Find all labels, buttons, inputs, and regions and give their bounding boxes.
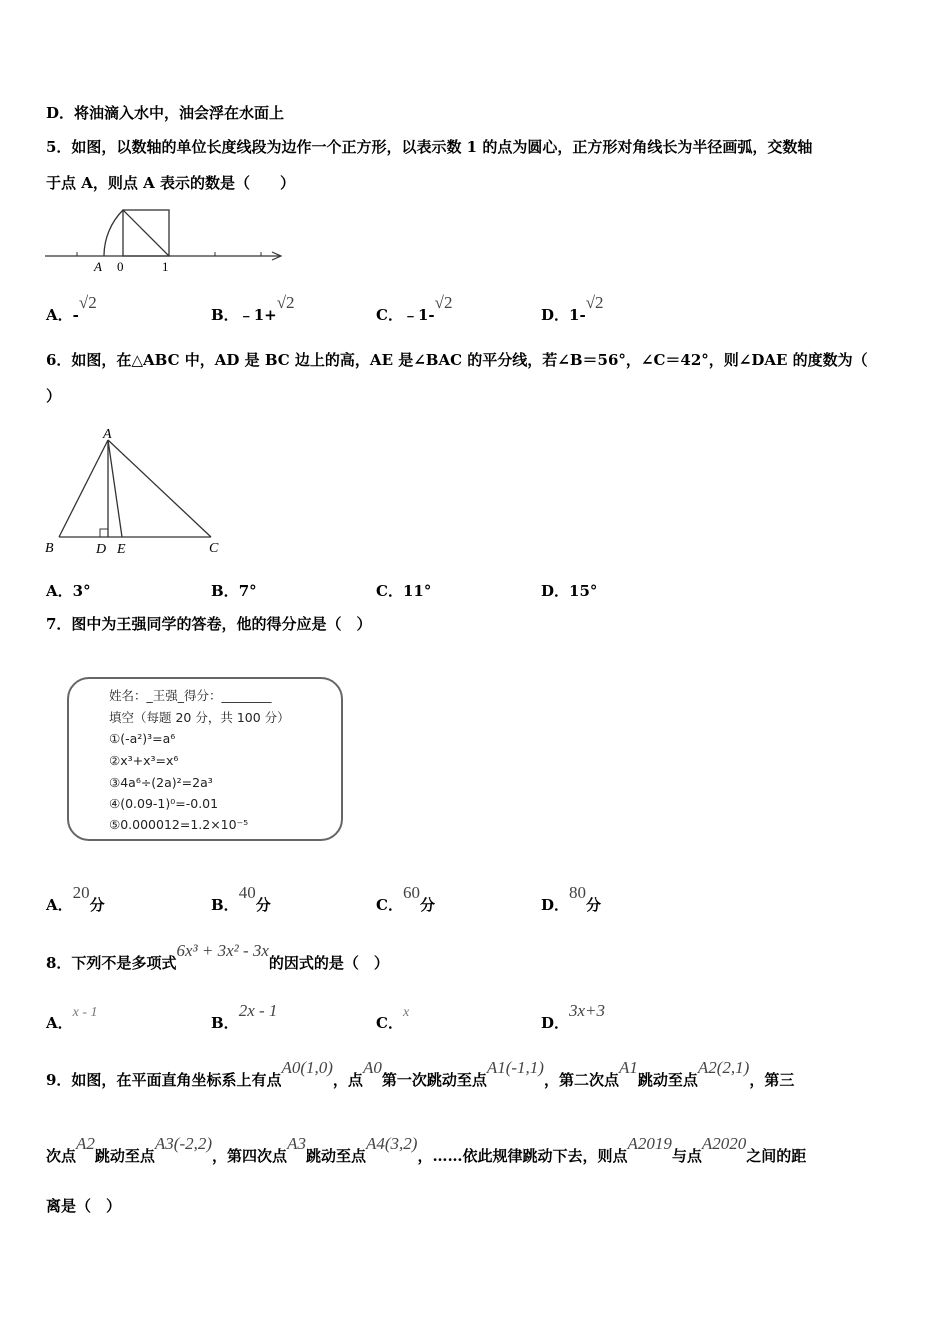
bisector-ae xyxy=(108,440,122,537)
arc xyxy=(104,210,123,256)
q9-stem-line2: 次点A2跳动至点A3(-2,2)，第四次点A3跳动至点A4(3,2)，……依此规律跳动下去，则点A2019与点A2020之间的距 xyxy=(46,1134,807,1165)
q7-option-c[interactable]: C．60分 xyxy=(376,883,435,914)
q8-option-d[interactable]: D．3x+3 xyxy=(541,1001,606,1032)
q5-number-line-figure xyxy=(40,200,290,280)
q4-option-d: D．将油滴入水中，油会浮在水面上 xyxy=(46,104,285,122)
card-item-3: ③4a⁶÷(2a)²=2a³ xyxy=(109,775,213,790)
q5-stem-line1: 5．如图，以数轴的单位长度线段为边作一个正方形，以表示数 1 的点为圆心，正方形对角线长为半径画弧，交数轴 xyxy=(46,138,813,156)
card-item-4: ④(0.09-1)⁰=-0.01 xyxy=(109,796,219,811)
q7-option-a[interactable]: A．20分 xyxy=(46,883,105,914)
q9-stem-line1: 9．如图，在平面直角坐标系上有点A0(1,0)，点A0第一次跳动至点A1(-1,1)，第二次点A1跳动至点A2(2,1)，第三 xyxy=(46,1058,795,1089)
q7-option-b[interactable]: B．40分 xyxy=(211,883,271,914)
answer-sheet-card xyxy=(67,677,343,841)
q6-stem-line1: 6．如图，在△ABC 中，AD 是 BC 边上的高，AE 是∠BAC 的平分线，若∠B＝56°，∠C＝42°，则∠DAE 的度数为（ xyxy=(46,351,868,369)
side-ab xyxy=(59,440,108,537)
q6-option-b[interactable]: B．7° xyxy=(211,582,257,600)
q5-option-c[interactable]: C．﹣1-√2 xyxy=(376,293,453,324)
q6-stem-line2: ） xyxy=(46,387,62,405)
q8-polynomial: 6x³ + 3x² - 3x xyxy=(176,941,269,960)
q7-stem: 7．图中为王强同学的答卷，他的得分应是（ ） xyxy=(46,615,372,633)
card-item-1: ①(-a²)³=a⁶ xyxy=(109,731,176,746)
q5-stem-line2: 于点 A，则点 A 表示的数是（ ） xyxy=(46,174,295,192)
q5-option-a[interactable]: A．-√2 xyxy=(46,293,97,324)
label-0: 0 xyxy=(117,259,124,274)
q6-option-d[interactable]: D．15° xyxy=(541,582,598,600)
label-D: D xyxy=(96,542,107,557)
q7-option-d[interactable]: D．80分 xyxy=(541,883,602,914)
q5-option-d[interactable]: D．1-√2 xyxy=(541,293,604,324)
card-item-5: ⑤0.000012=1.2×10⁻⁵ xyxy=(109,817,249,832)
q9-stem-line3: 离是（ ） xyxy=(46,1197,122,1215)
card-name-line: 姓名：_王强_得分：________ xyxy=(109,688,272,703)
q8-option-b[interactable]: B．2x - 1 xyxy=(211,1001,278,1032)
q8-option-c[interactable]: C．x xyxy=(376,1005,410,1032)
q6-option-a[interactable]: A．3° xyxy=(46,582,91,600)
label-A: A xyxy=(103,427,112,442)
q5-option-b[interactable]: B．﹣1+√2 xyxy=(211,293,295,324)
side-ac xyxy=(108,440,211,537)
label-C: C xyxy=(209,541,219,556)
label-B: B xyxy=(45,541,54,556)
label-A: A xyxy=(94,259,102,274)
q8-option-a[interactable]: A．x - 1 xyxy=(46,1005,98,1032)
diagonal xyxy=(123,210,169,256)
q8-stem: 8．下列不是多项式6x³ + 3x² - 3x的因式的是（ ） xyxy=(46,941,389,972)
q6-option-c[interactable]: C．11° xyxy=(376,582,432,600)
label-1: 1 xyxy=(162,259,169,274)
card-title: 填空（每题 20 分，共 100 分） xyxy=(109,710,290,725)
right-angle-mark xyxy=(100,529,108,537)
label-E: E xyxy=(117,542,126,557)
card-item-2: ②x³+x³=x⁶ xyxy=(109,753,179,768)
q6-triangle-figure xyxy=(40,422,240,562)
